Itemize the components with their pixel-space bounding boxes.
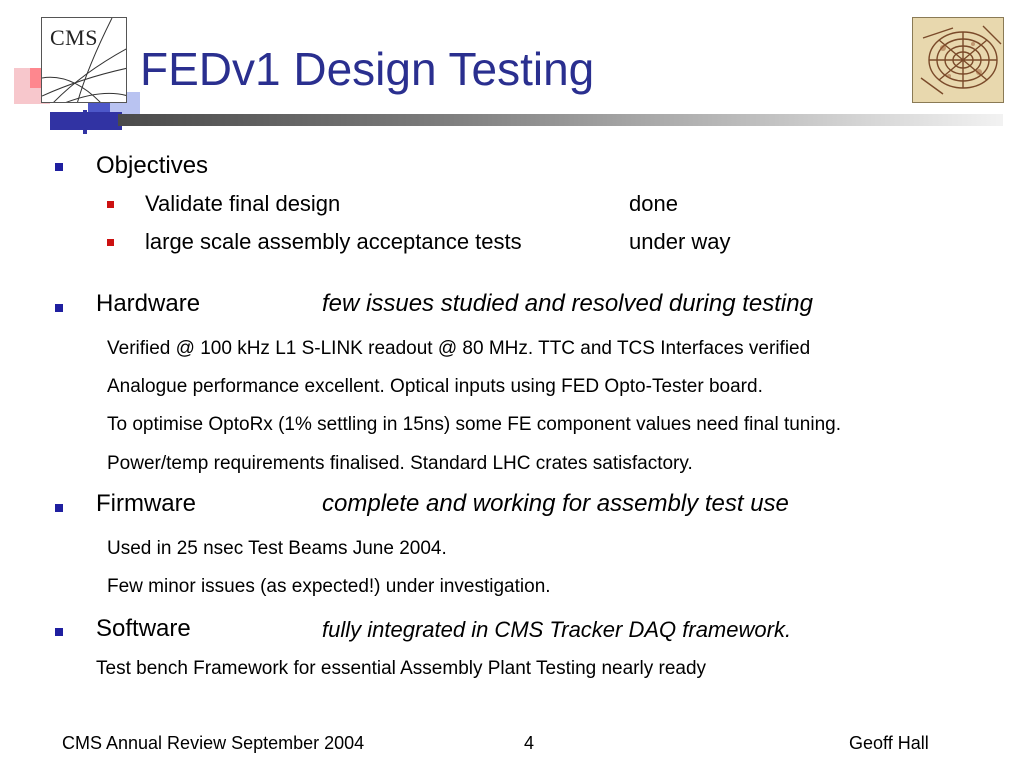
firmware-line-1: Used in 25 nsec Test Beams June 2004. xyxy=(107,538,447,559)
software-note: Test bench Framework for essential Assembly Plant Testing nearly ready xyxy=(96,658,707,679)
footer-page-number: 4 xyxy=(524,733,535,753)
detector-photo xyxy=(912,17,1004,103)
footer-left: CMS Annual Review September 2004 xyxy=(62,733,365,753)
firmware-summary: complete and working for assembly test use xyxy=(322,490,789,517)
software-heading: Software xyxy=(96,615,191,642)
header-rule-tick xyxy=(83,110,87,134)
bullet-objective-2 xyxy=(107,239,114,246)
objective-1-label: Validate final design xyxy=(145,191,341,216)
bullet-firmware xyxy=(55,504,63,512)
hardware-line-1: Verified @ 100 kHz L1 S-LINK readout @ 80 MHz. TTC and TCS Interfaces verified xyxy=(107,338,811,359)
firmware-line-2: Few minor issues (as expected!) under investigation. xyxy=(107,576,551,597)
hardware-heading: Hardware xyxy=(96,290,201,317)
hardware-line-4: Power/temp requirements finalised. Standard LHC crates satisfactory. xyxy=(107,453,693,474)
firmware-heading: Firmware xyxy=(96,490,196,517)
objectives-heading: Objectives xyxy=(96,152,209,179)
cms-logo-text: CMS xyxy=(50,25,98,50)
bullet-hardware xyxy=(55,304,63,312)
objective-2-status: under way xyxy=(629,229,731,254)
hardware-line-2: Analogue performance excellent. Optical inputs using FED Opto-Tester board. xyxy=(107,376,763,397)
footer-author: Geoff Hall xyxy=(849,733,929,753)
bullet-software xyxy=(55,628,63,636)
objective-1-status: done xyxy=(629,191,678,216)
hardware-summary: few issues studied and resolved during testing xyxy=(322,290,813,317)
objective-2-label: large scale assembly acceptance tests xyxy=(145,229,522,254)
hardware-line-3: To optimise OptoRx (1% settling in 15ns) some FE component values need final tuning. xyxy=(107,414,841,435)
bullet-objective-1 xyxy=(107,201,114,208)
software-summary: fully integrated in CMS Tracker DAQ framework. xyxy=(322,617,792,642)
detector-image-icon xyxy=(913,18,1004,103)
bullet-objectives xyxy=(55,163,63,171)
cms-logo xyxy=(41,17,127,103)
slide-title: FEDv1 Design Testing xyxy=(140,43,595,95)
header-rule xyxy=(118,114,1003,126)
